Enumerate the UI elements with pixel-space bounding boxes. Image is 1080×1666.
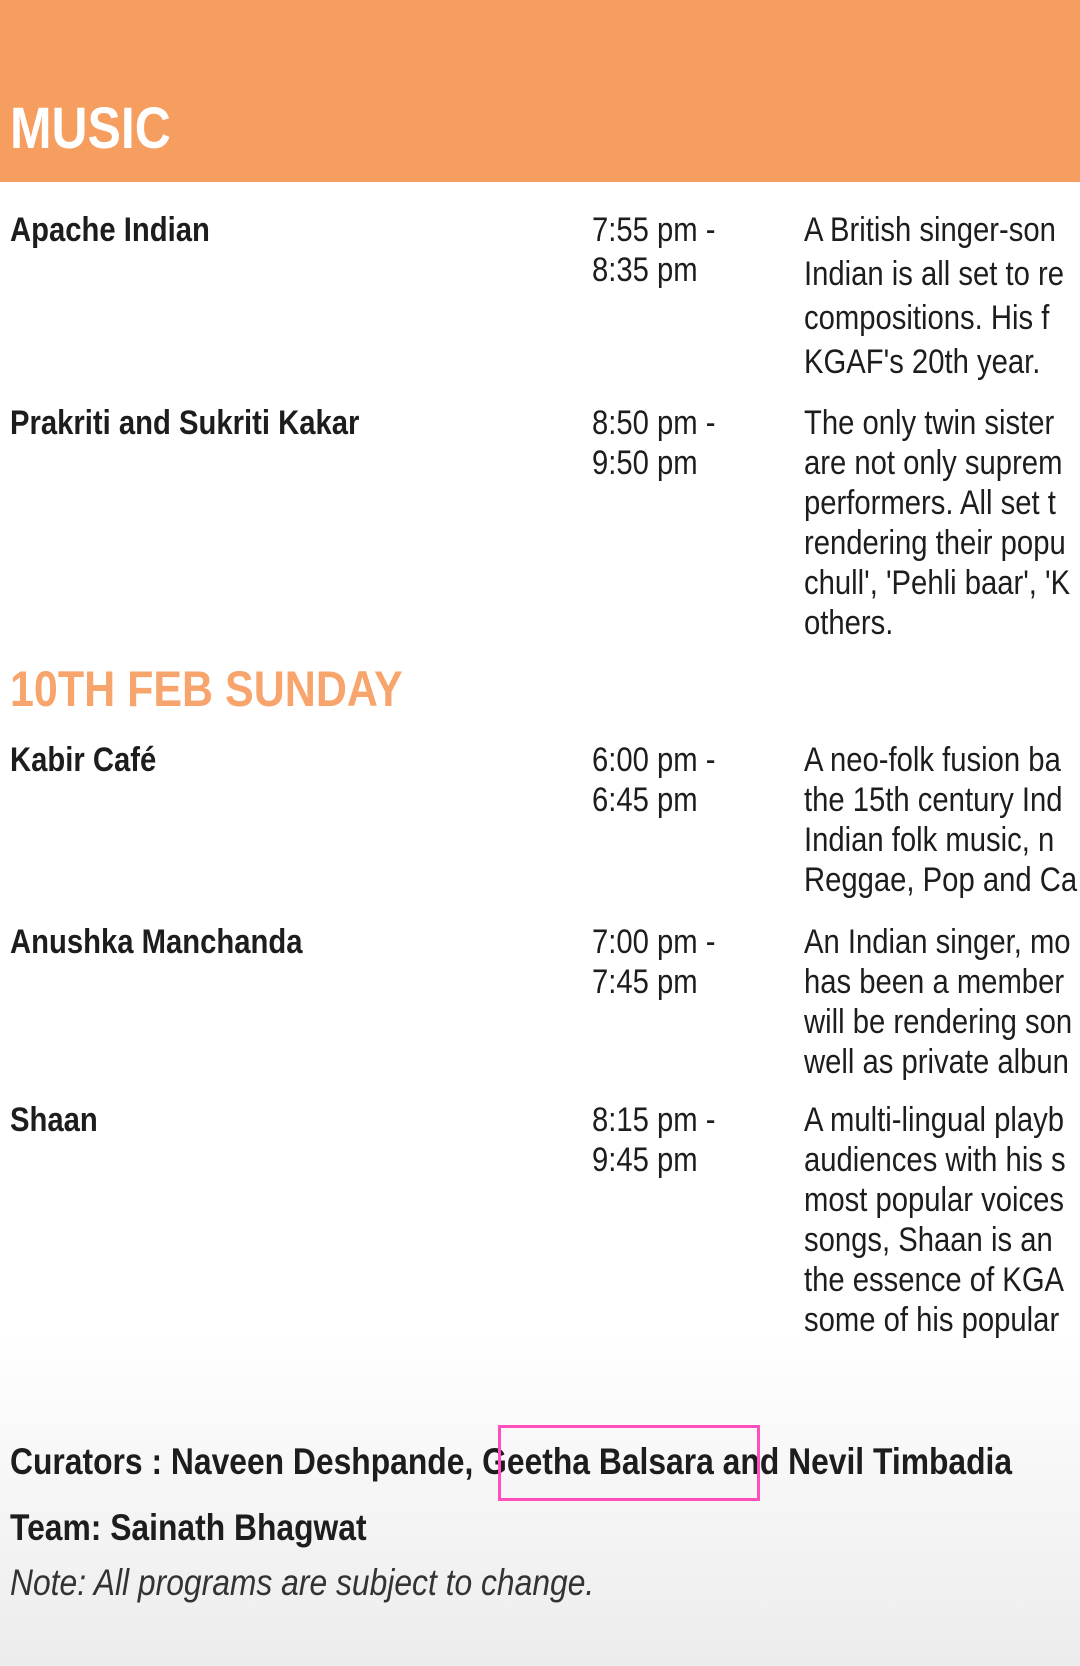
event-time-start: 8:50 pm - [592,404,716,442]
event-description [804,403,1080,643]
event-time-end: 6:45 pm [592,781,698,819]
description-line: rendering their popu [804,524,1066,562]
description-line: performers. All set t [804,484,1056,522]
description-line: An Indian singer, mo [804,923,1071,961]
description-line: A British singer-son [804,211,1056,249]
event-description [804,740,1080,900]
description-line: the essence of KGA [804,1261,1065,1299]
event-description [804,210,1080,386]
event-name-apache-indian: Apache Indian [10,211,210,249]
description-line: compositions. His f [804,299,1050,337]
event-name-shaan: Shaan [10,1101,98,1139]
description-line: KGAF's 20th year. [804,343,1041,381]
description-line: some of his popular [804,1301,1060,1339]
description-line: the 15th century Ind [804,781,1063,819]
section-header [0,0,1080,182]
team-line: Team: Sainath Bhagwat [10,1507,367,1548]
event-time-end: 9:45 pm [592,1141,698,1179]
event-time-end: 7:45 pm [592,963,698,1001]
description-line: Indian folk music, n [804,821,1055,859]
event-description [804,1100,1080,1340]
curators-suffix: and Nevil Timbadia [713,1441,1013,1482]
event-description [804,922,1080,1082]
event-time-end: 9:50 pm [592,444,698,482]
description-line: well as private albun [804,1043,1069,1081]
day-heading: 10TH FEB SUNDAY [10,661,403,717]
highlight-box [498,1425,760,1501]
curator-highlighted: Geetha Balsara [482,1441,714,1482]
curators-prefix: Curators : Naveen Deshpande, [10,1441,483,1482]
description-line: audiences with his s [804,1141,1066,1179]
description-line: A neo-folk fusion ba [804,741,1061,779]
description-line: songs, Shaan is an [804,1221,1053,1259]
description-line: The only twin sister [804,404,1055,442]
event-time-start: 7:55 pm - [592,211,716,249]
event-time-start: 6:00 pm - [592,741,716,779]
event-time-start: 8:15 pm - [592,1101,716,1139]
event-name-prakriti-sukriti: Prakriti and Sukriti Kakar [10,404,360,442]
description-line: others. [804,604,894,642]
note-line: Note: All programs are subject to change. [10,1562,595,1603]
description-line: has been a member [804,963,1065,1001]
event-time-start: 7:00 pm - [592,923,716,961]
description-line: A multi-lingual playb [804,1101,1065,1139]
event-time-end: 8:35 pm [592,251,698,289]
event-name-anushka-manchanda: Anushka Manchanda [10,923,303,961]
event-name-kabir-cafe: Kabir Café [10,741,157,779]
description-line: are not only suprem [804,444,1063,482]
description-line: will be rendering son [804,1003,1073,1041]
section-title: MUSIC [10,96,171,161]
description-line: Reggae, Pop and Ca [804,861,1078,899]
description-line: Indian is all set to re [804,255,1065,293]
description-line: chull', 'Pehli baar', 'K [804,564,1071,602]
description-line: most popular voices [804,1181,1065,1219]
